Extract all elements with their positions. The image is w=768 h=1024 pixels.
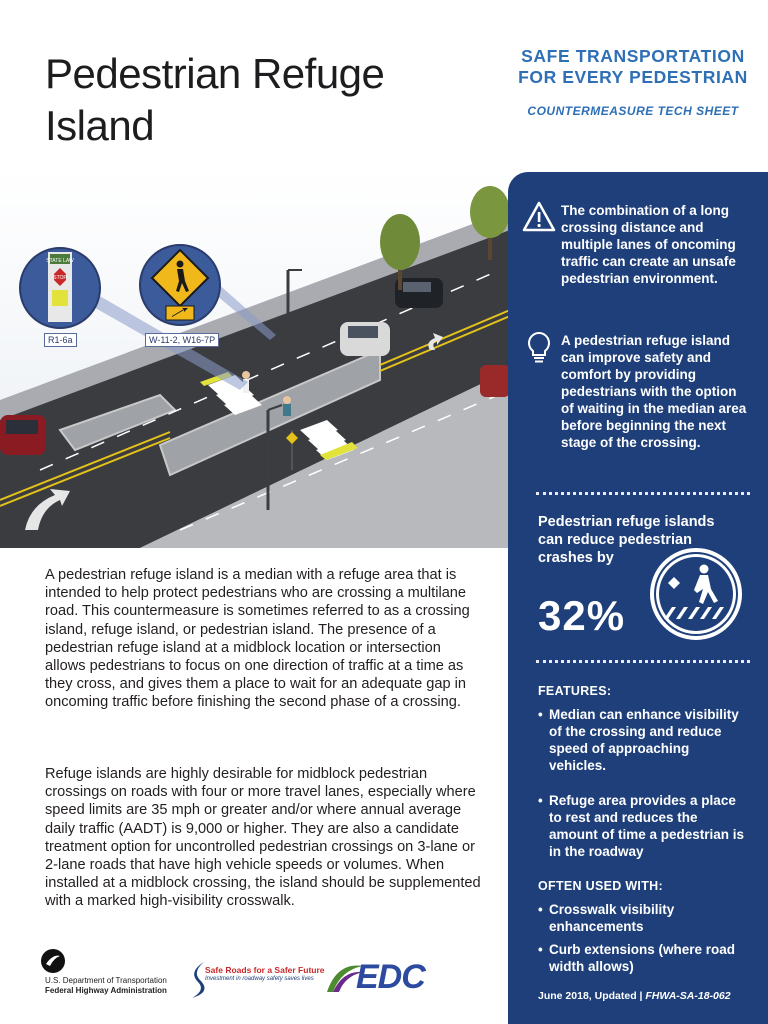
usdot-line1: U.S. Department of Transportation [45, 976, 167, 985]
sidebar-panel [508, 172, 768, 1024]
used-with-heading: OFTEN USED WITH: [538, 879, 663, 893]
sign-1-stop: STOP [53, 275, 67, 281]
idea-text: A pedestrian refuge island can improve safety and comfort by providing pedestrians with the option of waiting in the median area before beginning the next stage of the crossing. [561, 333, 747, 450]
body-paragraph-2: Refuge islands are highly desirable for midblock pedestrian crossings on roads with four or more travel lanes, especially where speed limits are 35 mph or greater and/or where annual average daily traffic (AADT) is 9,000 or higher. They are also a candidate treatment option for uncontrolled pedestrian crossings on 3-lane or 2-lane roads that have high vehicle speeds or volumes. When installed at a midblock crossing, the island should be supplemented with a marked high-visibility crosswalk. [45, 766, 481, 910]
stat-value: 32% [538, 592, 626, 639]
feature-item: • Median can enhance visibility of the crossing and reduce speed of approaching vehicles. [538, 707, 739, 773]
warning-icon [522, 200, 556, 234]
edc-logo-text: EDC [356, 958, 425, 996]
used-with-item: • Curb extensions (where road width allows) [538, 942, 736, 974]
lightbulb-icon [522, 330, 556, 364]
footnote: June 2018, Updated | FHWA-SA-18-062 [538, 990, 731, 1002]
car-black [395, 278, 443, 308]
stat-label: Pedestrian refuge islands can reduce pedestrian crashes by [538, 514, 715, 566]
dotted-divider [536, 660, 750, 663]
usdot-line2: Federal Highway Administration [45, 986, 167, 995]
sign-label-w11-2: W-11-2, W16-7P [145, 333, 219, 347]
body-paragraph-1: A pedestrian refuge island is a median with a refuge area that is intended to help protect pedestrians who are crossing a multilane road. This countermeasure is sometimes referred to as a crossing island, refuge island, or pedestrian island. The presence of a pedestrian refuge island at a midblock location or intersection allows pedestrians to focus on one direction of traffic at a time as they cross, and gives them a place to wait for an adequate gap in oncoming traffic before finishing the second phase of a crossing. [45, 567, 470, 711]
srsf-title: Safe Roads for a Safer Future [205, 965, 325, 975]
car-white [340, 322, 390, 356]
features-heading: FEATURES: [538, 684, 612, 698]
pedestrian-crossing-icon [644, 547, 748, 641]
dotted-divider [536, 492, 750, 495]
feature-item: • Refuge area provides a place to rest and reduces the amount of time a pedestrian is in the roadway [538, 793, 745, 859]
tagline-sub: COUNTERMEASURE TECH SHEET [527, 104, 739, 118]
tagline-main: SAFE TRANSPORTATION FOR EVERY PEDESTRIAN [518, 46, 748, 87]
warning-text: The combination of a long crossing distance and multiple lanes of oncoming traffic can create an unsafe pedestrian environment. [561, 203, 736, 286]
used-with-item: • Crosswalk visibility enhancements [538, 902, 675, 934]
usdot-logo-icon [40, 948, 66, 974]
page-title: Pedestrian Refuge Island [45, 50, 385, 149]
srsf-subtitle: Investment in roadway safety saves lives [205, 976, 314, 982]
footer-logos [0, 940, 508, 1024]
car-red [0, 415, 46, 455]
sign-1-text: STATE LAW [46, 258, 74, 264]
sign-label-r1-6a: R1-6a [44, 333, 77, 347]
refuge-island-illustration [0, 170, 510, 548]
